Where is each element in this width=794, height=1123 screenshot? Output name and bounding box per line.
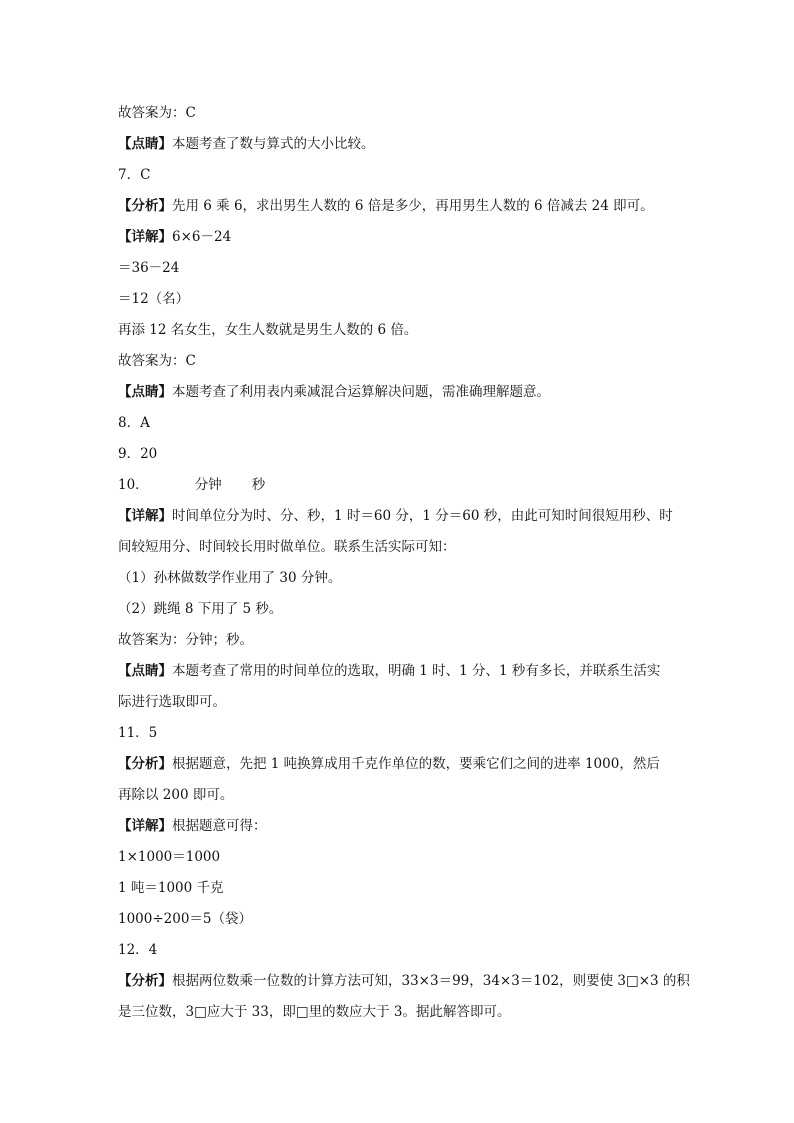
detail-text: 时间单位分为时、分、秒，1 时＝60 分，1 分＝60 秒，由此可知时间很短用秒、时 [172, 508, 673, 524]
text-line: 再除以 200 即可。 [118, 787, 234, 803]
analysis-text: 先用 6 乘 6，求出男生人数的 6 倍是多少，再用男生人数的 6 倍减去 24 即可。 [172, 198, 654, 214]
question-number-12: 12．4 [118, 942, 158, 958]
detail-line [118, 817, 698, 835]
answer-line: 故答案为：C [118, 353, 196, 369]
detail-line [118, 507, 698, 525]
analysis-text: 根据题意，先把 1 吨换算成用千克作单位的数，要乘它们之间的进率 1000，然后 [172, 756, 660, 772]
detail-text: 6×6－24 [172, 229, 232, 245]
text-line: （2）跳绳 8 下用了 5 秒。 [118, 601, 283, 617]
calc-line: ＝12（名） [118, 291, 190, 307]
text-line: 际进行选取即可。 [118, 694, 226, 710]
answer-blank-1: 分钟 [194, 477, 222, 493]
calc-line: 1000÷200＝5（袋） [118, 911, 253, 927]
calc-line: ＝36－24 [118, 260, 180, 276]
question-number-10: 10． 分钟 秒 [118, 477, 266, 493]
comment-line [118, 135, 698, 153]
analysis-text: 根据两位数乘一位数的计算方法可知，33×3＝99，34×3＝102，则要使 3□×3 的积 [172, 973, 690, 989]
detail-line [118, 228, 698, 246]
question-number-8: 8．A [118, 415, 150, 431]
comment-text: 本题考查了常用的时间单位的选取，明确 1 时、1 分、1 秒有多长，并联系生活实 [172, 663, 661, 679]
comment-tag: 【点睛】 [118, 384, 172, 400]
analysis-line [118, 755, 698, 773]
comment-tag: 【点睛】 [118, 136, 172, 152]
detail-tag: 【详解】 [118, 229, 172, 245]
comment-line [118, 662, 698, 680]
question-number-9: 9．20 [118, 446, 158, 462]
text-line: 间较短用分、时间较长用时做单位。联系生活实际可知： [118, 539, 456, 555]
question-number-11: 11．5 [118, 725, 158, 741]
analysis-tag: 【分析】 [118, 198, 172, 214]
comment-tag: 【点睛】 [118, 663, 172, 679]
analysis-tag: 【分析】 [118, 973, 172, 989]
calc-line: 1 吨＝1000 千克 [118, 880, 224, 896]
answer-line: 故答案为：C [118, 105, 196, 121]
detail-tag: 【详解】 [118, 508, 172, 524]
analysis-line [118, 197, 698, 215]
comment-line [118, 383, 698, 401]
text-line: 再添 12 名女生，女生人数就是男生人数的 6 倍。 [118, 322, 418, 338]
answer-line: 故答案为：分钟；秒。 [118, 632, 253, 648]
comment-text: 本题考查了利用表内乘减混合运算解决问题，需准确理解题意。 [172, 384, 550, 400]
analysis-tag: 【分析】 [118, 756, 172, 772]
detail-text: 根据题意可得： [172, 818, 267, 834]
text-line: （1）孙林做数学作业用了 30 分钟。 [118, 570, 342, 586]
comment-text: 本题考查了数与算式的大小比较。 [172, 136, 375, 152]
question-number-7: 7．C [118, 167, 151, 183]
calc-line: 1×1000＝1000 [118, 849, 221, 865]
analysis-line [118, 972, 698, 990]
answer-blank-2: 秒 [251, 477, 266, 493]
detail-tag: 【详解】 [118, 818, 172, 834]
text-line: 是三位数，3□应大于 33，即□里的数应大于 3。据此解答即可。 [118, 1004, 511, 1020]
